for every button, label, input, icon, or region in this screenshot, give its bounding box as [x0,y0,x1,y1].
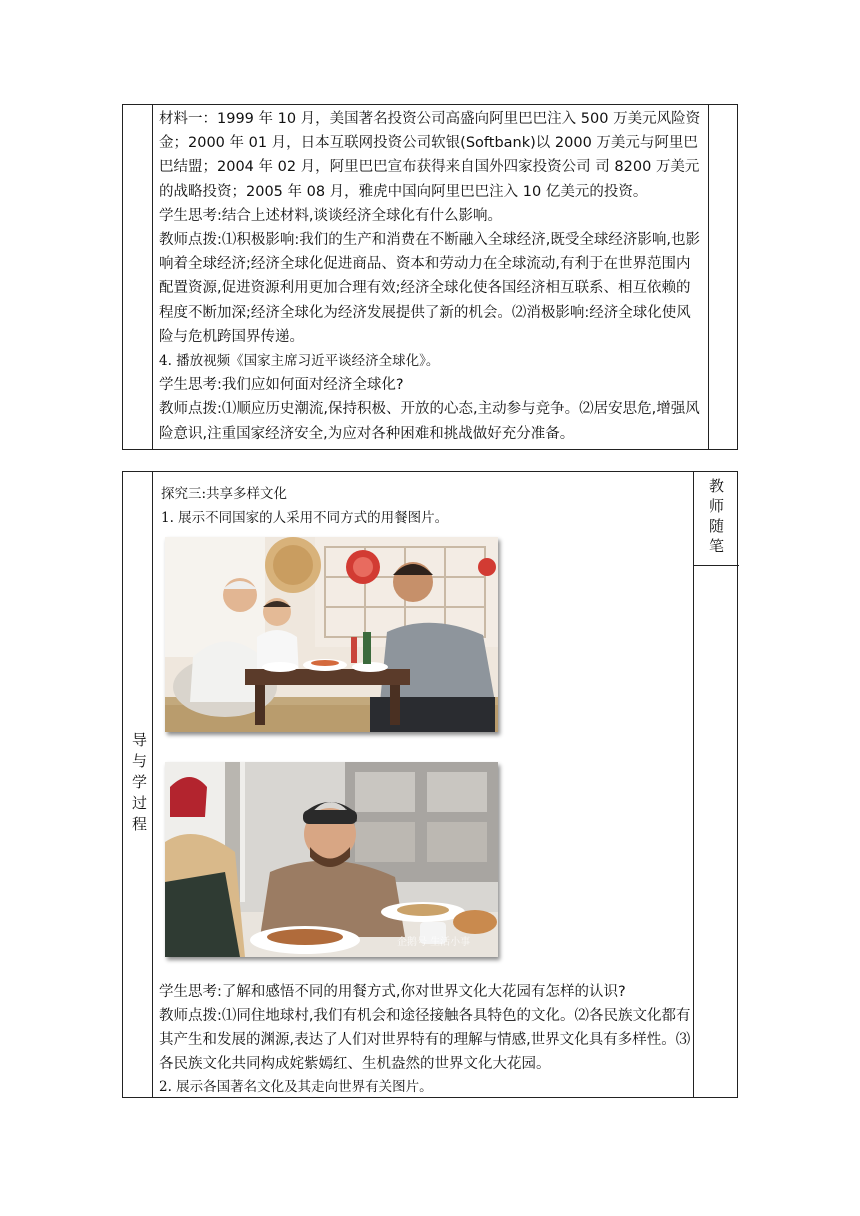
teacher-guide-3: 教师点拨:⑴同住地球村,我们有机会和途径接触各具特色的文化。⑵各民族文化都有其产生和发展的渊源,表达了人们对世界特有的理解与情感,世界文化具有多样性。⑶各民族文化共同构成姹紫嫣红、生机盎然的世界文化大花园。 [159,1008,691,1073]
process-label: 导与学过程 [130,732,148,837]
bottom-table [122,471,738,1098]
material-one-paragraph: 材料一：1999 年 10 月，美国著名投资公司高盛向阿里巴巴注入 500 万美元风险资金；2000 年 01 月，日本互联网投资公司软银(Softbank)以 2000 万美元与阿里巴巴结盟；2004 年 02 月，阿里巴巴宣布获得来自国外四家投资公司 司 8200 万美元的战略投资；2005 年 08 月，雅虎中国向阿里巴巴注入 10 亿美元的投资。 [159,111,701,200]
item-two: 2. 展示各国著名文化及其走向世界有关图片。 [159,1079,433,1095]
student-think-3: 学生思考:了解和感悟不同的用餐方式,你对世界文化大花园有怎样的认识? [159,984,626,1000]
student-think-2: 学生思考:我们应如何面对经济全球化? [159,377,404,394]
item-one: 1. 展示不同国家的人采用不同方式的用餐图片。 [161,510,449,526]
friends-dining-photo [165,762,498,957]
teacher-guide-1: 教师点拨:⑴积极影响:我们的生产和消费在不断融入全球经济,既受全球经济影响,也影响着全球经济;经济全球化促进商品、资本和劳动力在全球流动,有利于在世界范围内配置资源,促进资源利用更加合理有效;经济全球化使各国经济相互联系、相互依赖的程度不断加深;经济全球化为经济发展提供了新的机会。⑵消极影响:经济全球化使风险与危机跨国界传递。 [159,232,700,345]
top-table-content [159,107,704,446]
explore-heading: 探究三:共享多样文化 [161,486,288,502]
video-item: 4. 播放视频《国家主席习近平谈经济全球化》。 [159,353,440,370]
student-think-1: 学生思考:结合上述材料,谈谈经济全球化有什么影响。 [159,207,502,224]
top-table [122,104,738,450]
photo-watermark: 企鹅号 生活小事 [397,937,471,948]
teacher-guide-2: 教师点拨:⑴顺应历史潮流,保持积极、开放的心态,主动参与竞争。⑵居安思危,增强风险意识,注重国家经济安全,为应对各种困难和挑战做好充分准备。 [159,401,700,442]
teacher-notes-label: 教师随笔 [707,478,725,558]
family-dining-photo [165,537,498,732]
